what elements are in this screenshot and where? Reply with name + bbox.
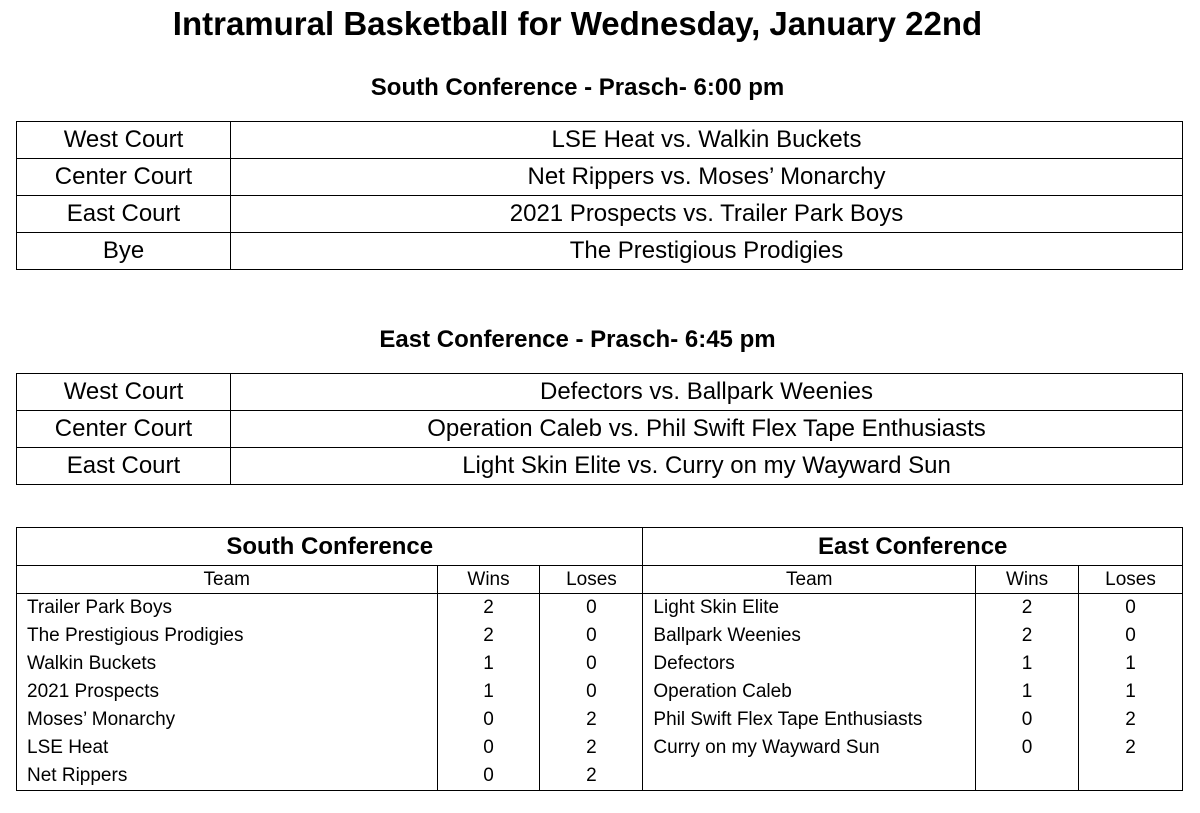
east-team-cell: Defectors xyxy=(643,650,976,678)
east-team-cell: Phil Swift Flex Tape Enthusiasts xyxy=(643,706,976,734)
east-team-cell: Ballpark Weenies xyxy=(643,622,976,650)
south-team-cell: Trailer Park Boys xyxy=(17,594,438,623)
standings-table xyxy=(16,527,1183,791)
south-wins-cell: 0 xyxy=(437,706,540,734)
east-wins-cell: 1 xyxy=(976,678,1079,706)
table-row xyxy=(17,678,1183,706)
table-row xyxy=(17,762,1183,791)
schedule-row xyxy=(17,233,1183,270)
south-wins-cell: 1 xyxy=(437,650,540,678)
south-wins-cell: 0 xyxy=(437,762,540,791)
south-wins-cell: 1 xyxy=(437,678,540,706)
south-team-cell: Walkin Buckets xyxy=(17,650,438,678)
south-team-cell: 2021 Prospects xyxy=(17,678,438,706)
court-cell: West Court xyxy=(17,374,231,411)
east-loses-cell: 2 xyxy=(1079,734,1183,762)
matchup-cell: 2021 Prospects vs. Trailer Park Boys xyxy=(231,196,1183,233)
east-loses-cell: 0 xyxy=(1079,622,1183,650)
schedule-row xyxy=(17,374,1183,411)
south-wins-cell: 2 xyxy=(437,594,540,623)
matchup-cell: LSE Heat vs. Walkin Buckets xyxy=(231,122,1183,159)
east-loses-cell xyxy=(1079,762,1183,791)
south-loses-cell: 2 xyxy=(540,762,643,791)
table-row xyxy=(17,650,1183,678)
south-loses-cell: 0 xyxy=(540,678,643,706)
table-row xyxy=(17,706,1183,734)
south-loses-cell: 0 xyxy=(540,650,643,678)
column-header-loses: Loses xyxy=(540,566,643,594)
south-team-cell: LSE Heat xyxy=(17,734,438,762)
south-loses-cell: 2 xyxy=(540,706,643,734)
east-team-cell: Operation Caleb xyxy=(643,678,976,706)
column-header-wins: Wins xyxy=(976,566,1079,594)
east-wins-cell: 0 xyxy=(976,706,1079,734)
east-wins-cell: 2 xyxy=(976,594,1079,623)
south-loses-cell: 0 xyxy=(540,622,643,650)
east-wins-cell: 1 xyxy=(976,650,1079,678)
matchup-cell: Light Skin Elite vs. Curry on my Wayward Sun xyxy=(231,448,1183,485)
column-header-wins: Wins xyxy=(437,566,540,594)
matchup-cell: Operation Caleb vs. Phil Swift Flex Tape Enthusiasts xyxy=(231,411,1183,448)
east-wins-cell: 2 xyxy=(976,622,1079,650)
court-cell: West Court xyxy=(17,122,231,159)
east-team-cell xyxy=(643,762,976,791)
east-wins-cell: 0 xyxy=(976,734,1079,762)
east-team-cell: Curry on my Wayward Sun xyxy=(643,734,976,762)
court-cell: Bye xyxy=(17,233,231,270)
court-cell: East Court xyxy=(17,448,231,485)
east-loses-cell: 1 xyxy=(1079,678,1183,706)
schedule-row xyxy=(17,122,1183,159)
south-wins-cell: 2 xyxy=(437,622,540,650)
east-team-cell: Light Skin Elite xyxy=(643,594,976,623)
schedule-row xyxy=(17,196,1183,233)
matchup-cell: The Prestigious Prodigies xyxy=(231,233,1183,270)
south-loses-cell: 2 xyxy=(540,734,643,762)
east-wins-cell xyxy=(976,762,1079,791)
schedule-row xyxy=(17,448,1183,485)
south-wins-cell: 0 xyxy=(437,734,540,762)
column-header-team: Team xyxy=(17,566,438,594)
court-cell: Center Court xyxy=(17,159,231,196)
court-cell: East Court xyxy=(17,196,231,233)
south-team-cell: The Prestigious Prodigies xyxy=(17,622,438,650)
south-schedule-table xyxy=(16,121,1183,270)
column-header-loses: Loses xyxy=(1079,566,1183,594)
east-loses-cell: 2 xyxy=(1079,706,1183,734)
east-standings-title: East Conference xyxy=(643,528,1183,566)
south-loses-cell: 0 xyxy=(540,594,643,623)
table-row xyxy=(17,594,1183,623)
east-schedule-table xyxy=(16,373,1183,485)
page-title: Intramural Basketball for Wednesday, January 22nd xyxy=(172,5,983,42)
south-team-cell: Net Rippers xyxy=(17,762,438,791)
south-team-cell: Moses’ Monarchy xyxy=(17,706,438,734)
column-header-team: Team xyxy=(643,566,976,594)
table-row xyxy=(17,734,1183,762)
matchup-cell: Net Rippers vs. Moses’ Monarchy xyxy=(231,159,1183,196)
schedule-row xyxy=(17,411,1183,448)
table-row xyxy=(17,622,1183,650)
matchup-cell: Defectors vs. Ballpark Weenies xyxy=(231,374,1183,411)
schedule-row xyxy=(17,159,1183,196)
court-cell: Center Court xyxy=(17,411,231,448)
east-loses-cell: 0 xyxy=(1079,594,1183,623)
south-schedule-heading: South Conference - Prasch- 6:00 pm xyxy=(370,74,785,101)
south-standings-title: South Conference xyxy=(17,528,643,566)
east-schedule-heading: East Conference - Prasch- 6:45 pm xyxy=(379,326,776,353)
east-loses-cell: 1 xyxy=(1079,650,1183,678)
